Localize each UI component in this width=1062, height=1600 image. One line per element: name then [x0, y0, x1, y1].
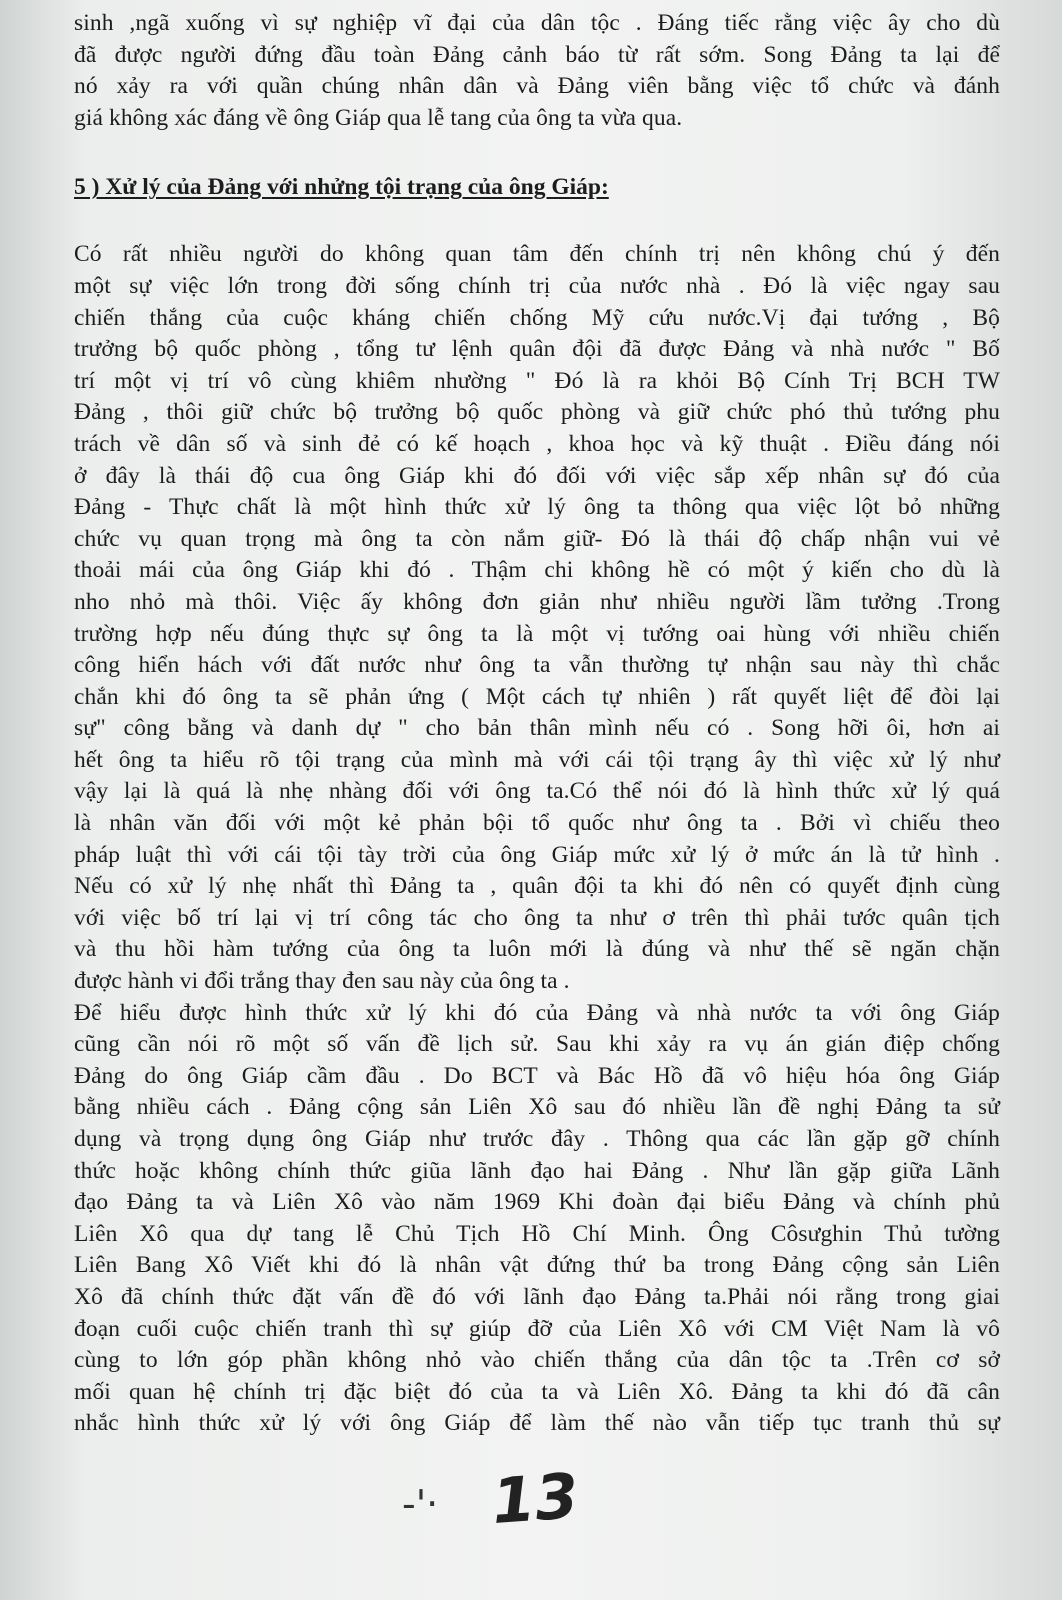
text-line: và thu hồi hàm tướng của ông ta luôn mới là đúng và như thế sẽ ngăn chặn — [74, 936, 1000, 963]
text-line: vậy lại là quá là nhẹ nhàng đối với ông ta.Có thể nói đó là hình thức xử lý quá — [74, 778, 1000, 805]
section-paragraph-2 — [74, 998, 1000, 1440]
text-line: nó xảy ra với quần chúng nhân dân và Đảng viên bằng việc tổ chức và đánh — [74, 73, 1000, 100]
text-line: đoạn cuối cuộc chiến tranh thì sự giúp đỡ của Liên Xô với CM Việt Nam là vô — [74, 1315, 1000, 1342]
handwritten-page-number — [402, 1459, 602, 1552]
section-heading: 5 ) Xử lý của Đảng với nhửng tội trạng của ông Giáp: — [74, 174, 609, 201]
text-line: chiến thắng của cuộc kháng chiến chống Mỹ cứu nước.Vị đại tướng , Bộ — [74, 304, 1000, 331]
text-line: thức hoặc không chính thức giũa lãnh đạo hai Đảng . Như lần gặp giữa Lãnh — [74, 1157, 1000, 1184]
text-line: giá không xác đáng về ông Giáp qua lễ tang của ông ta vừa qua. — [74, 104, 683, 131]
text-line: Đảng - Thực chất là một hình thức xử lý ông ta thông qua việc lột bỏ những — [74, 494, 1000, 521]
text-line: ở đây là thái độ cua ông Giáp khi đó đối với việc sắp xếp nhân sự đó của — [74, 462, 1000, 489]
text-line: sự" công bằng và danh dự " cho bản thân mình nếu có . Song hỡi ôi, hơn ai — [74, 715, 1000, 742]
text-line: đã được người đứng đầu toàn Đảng cảnh báo từ rất sớm. Song Đảng ta lại để — [74, 41, 1000, 68]
text-line: cùng to lớn góp phần không nhỏ vào chiến thắng của dân tộc ta .Trên cơ sở — [74, 1347, 1000, 1374]
text-line: trường hợp nếu đúng thực sự ông ta là một vị tướng oai hùng với nhiều chiến — [74, 620, 1000, 647]
text-line: mối quan hệ chính trị đặc biệt đó của ta và Liên Xô. Đảng ta khi đó đã cân — [74, 1378, 1000, 1405]
text-line: Đảng do ông Giáp cầm đầu . Do BCT và Bác Hồ đã vô hiệu hóa ông Giáp — [74, 1062, 1000, 1089]
text-line: Liên Bang Xô Viết khi đó là nhân vật đứng thứ ba trong Đảng cộng sản Liên — [74, 1252, 1000, 1279]
text-line: Có rất nhiều người do không quan tâm đến chính trị nên không chú ý đến — [74, 241, 1000, 268]
text-line: Nếu có xử lý nhẹ nhất thì Đảng ta , quân đội ta khi đó nên có quyết định cùng — [74, 873, 1000, 900]
text-line: được hành vi đổi trắng thay đen sau này của ông ta . — [74, 968, 570, 995]
text-line: Để hiểu được hình thức xử lý khi đó của Đảng và nhà nước ta với ông Giáp — [74, 999, 1000, 1026]
page-number-value: 13 — [489, 1459, 581, 1538]
text-line: nhắc hình thức xử lý với ông Giáp để làm thế nào vẫn tiếp tục tranh thủ sự — [74, 1410, 1000, 1437]
text-line: chức vụ quan trọng mà ông ta còn nắm giữ- Đó là thái độ chấp nhận vui vẻ — [74, 525, 1000, 552]
section-paragraph-1 — [74, 239, 1000, 997]
text-line: Liên Xô qua dự tang lễ Chủ Tịch Hồ Chí Minh. Ông Côsưghin Thủ tường — [74, 1220, 1000, 1247]
text-line: thoải mái của ông Giáp khi đó . Thậm chi không hề có một ý kiến cho dù là — [74, 557, 1000, 584]
text-line: trưởng bộ quốc phòng , tổng tư lệnh quân đội đã được Đảng và nhà nước " Bố — [74, 336, 1000, 363]
text-line: pháp luật thì với cái tội tày trời của ông Giáp mức xử lý ở mức án là tử hình . — [74, 841, 1000, 868]
text-line: trách về dân số và sinh đẻ có kế hoạch , khoa học và kỹ thuật . Điều đáng nói — [74, 430, 1000, 457]
text-line: sinh ,ngã xuống vì sự nghiệp vĩ đại của dân tộc . Đáng tiếc rằng việc ây cho dù — [74, 10, 1000, 36]
text-line: hết ông ta hiểu rõ tội trạng của mình mà với cái tội trạng ây thì việc xử lý như — [74, 746, 1000, 773]
text-line: trí một vị trí vô cùng khiêm nhường " Đó là ra khỏi Bộ Cính Trị BCH TW — [74, 367, 1000, 394]
intro-paragraph — [74, 8, 1000, 134]
text-line: công hiển hách với đất nước như ông ta vẫn thường tự nhận sau này thì chắc — [74, 652, 1000, 679]
text-line: với việc bố trí lại vị trí công tác cho ông ta như ơ trên thì phải tước quân tịch — [74, 904, 1000, 931]
page-number-mark: -'· — [402, 1482, 439, 1526]
text-line: bằng nhiều cách . Đảng cộng sản Liên Xô sau đó nhiều lần đề nghị Đảng ta sử — [74, 1094, 1000, 1121]
text-line: nho nhỏ mà thôi. Việc ấy không đơn giản như nhiều người lầm tưởng .Trong — [74, 588, 1000, 615]
text-line: chắn khi đó ông ta sẽ phản ứng ( Một cách tự nhiên ) rất quyết liệt để đòi lại — [74, 683, 1000, 710]
text-line: một sự việc lớn trong đời sống chính trị của nước nhà . Đó là việc ngay sau — [74, 272, 1000, 299]
text-line: Đảng , thôi giữ chức bộ trưởng bộ quốc phòng và giữ chức phó thủ tướng phu — [74, 399, 1000, 426]
text-line: cũng cần nói rõ một số vấn đề lịch sử. Sau khi xảy ra vụ án gián điệp chống — [74, 1031, 1000, 1058]
text-line: là nhân văn đối với một kẻ phản bội tổ quốc như ông ta . Bởi vì chiếu theo — [74, 810, 1000, 837]
text-line: dụng và trọng dụng ông Giáp như trước đây . Thông qua các lần gặp gỡ chính — [74, 1126, 1000, 1152]
text-line: Xô đã chính thức đặt vấn đề đó với lãnh đạo Đảng ta.Phải nói rằng trong giai — [74, 1283, 1000, 1310]
text-line: đạo Đảng ta và Liên Xô vào năm 1969 Khi đoàn đại biểu Đảng và chính phủ — [74, 1189, 1000, 1216]
